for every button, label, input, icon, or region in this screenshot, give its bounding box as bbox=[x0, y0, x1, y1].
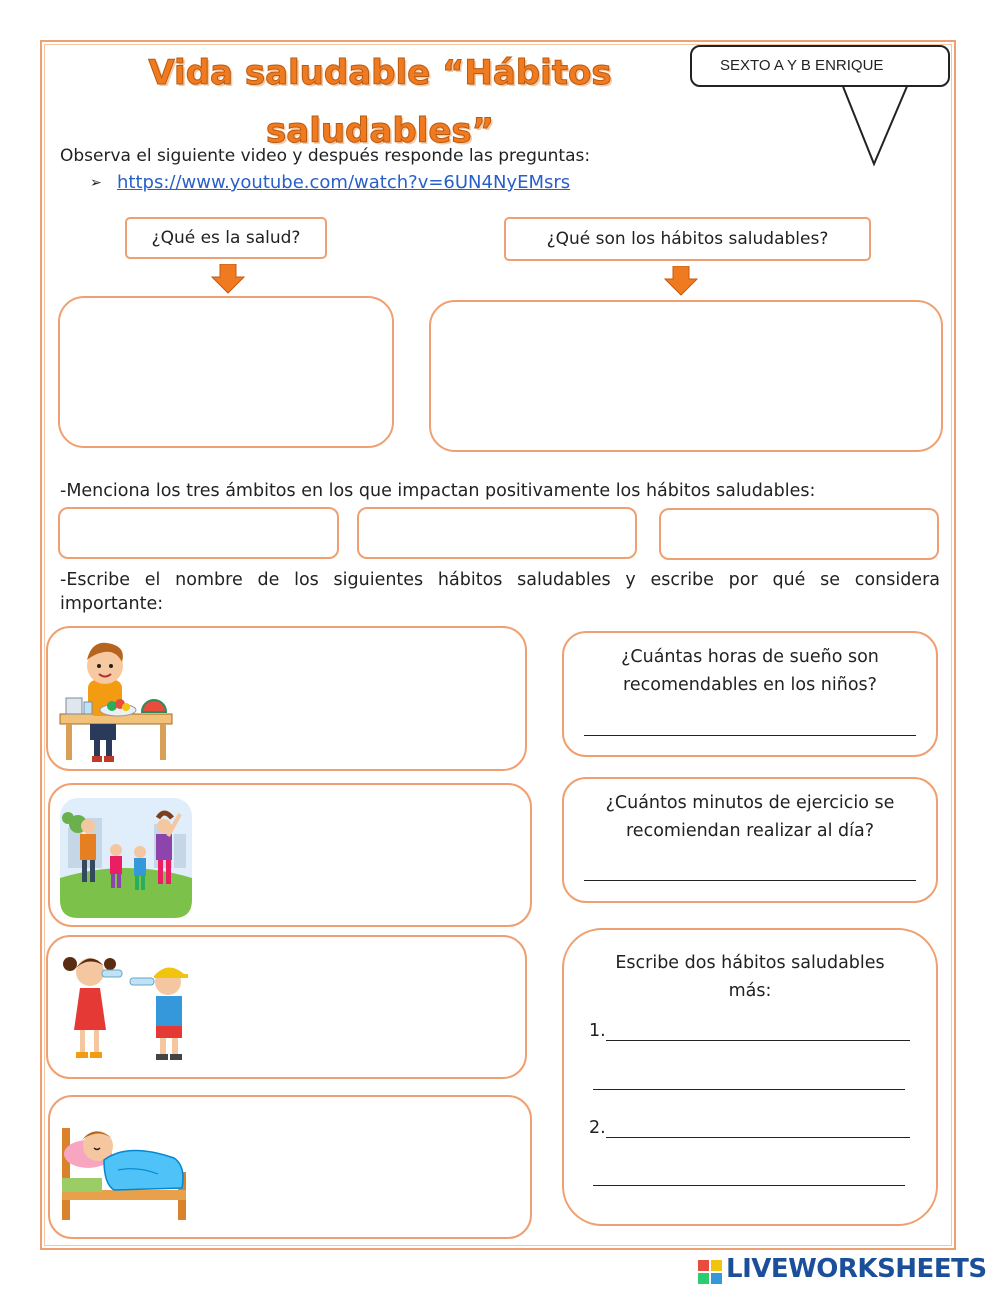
question-habitos-label: ¿Qué son los hábitos saludables? bbox=[546, 229, 829, 249]
habitos-prompt-line-1: -Escribe el nombre de los siguientes hábitos saludables y escribe por qué se considera bbox=[60, 570, 940, 590]
family-exercise-icon bbox=[60, 798, 192, 918]
answer-box-habitos[interactable] bbox=[429, 300, 943, 452]
child-eating-icon bbox=[56, 632, 176, 764]
video-link[interactable]: https://www.youtube.com/watch?v=6UN4NyEMsrs bbox=[117, 172, 571, 193]
habitos-prompt-line-2: importante: bbox=[60, 594, 164, 614]
title-line-2: saludables” bbox=[266, 111, 494, 151]
ambito-answer-2[interactable] bbox=[357, 507, 637, 559]
sleep-question-line-1: ¿Cuántas horas de sueño son bbox=[621, 647, 879, 667]
bullet-arrow-icon: ➢ bbox=[90, 175, 102, 191]
sleep-question bbox=[562, 643, 938, 699]
habit-answer-line-1[interactable] bbox=[606, 1040, 910, 1041]
question-salud-label: ¿Qué es la salud? bbox=[151, 228, 301, 248]
question-salud bbox=[125, 217, 327, 259]
instructions: Observa el siguiente video y después responde las preguntas: bbox=[60, 146, 591, 166]
exercise-question-line-1: ¿Cuántos minutos de ejercicio se bbox=[605, 793, 895, 813]
title-line-1: Vida saludable “Hábitos bbox=[148, 53, 612, 93]
class-callout bbox=[690, 45, 950, 87]
liveworksheets-blocks-icon bbox=[698, 1260, 722, 1284]
habit-answer-line-1b[interactable] bbox=[593, 1089, 905, 1090]
more-habits-line-2: más: bbox=[728, 981, 772, 1001]
exercise-question bbox=[562, 789, 938, 845]
exercise-answer-line[interactable] bbox=[584, 880, 916, 881]
more-habits-line-1: Escribe dos hábitos saludables bbox=[615, 953, 885, 973]
question-habitos bbox=[504, 217, 871, 261]
children-drinking-water-icon bbox=[56, 950, 192, 1066]
habit-number-1: 1. bbox=[589, 1021, 606, 1041]
arrow-down-icon bbox=[211, 264, 245, 294]
more-habits-question bbox=[562, 949, 938, 1005]
sleep-question-line-2: recomendables en los niños? bbox=[623, 675, 877, 695]
liveworksheets-logo bbox=[696, 1254, 996, 1288]
ambitos-prompt: -Menciona los tres ámbitos en los que impactan positivamente los hábitos saludables: bbox=[60, 481, 816, 501]
habit-number-2: 2. bbox=[589, 1118, 606, 1138]
callout-text: SEXTO A Y B ENRIQUE bbox=[720, 57, 884, 74]
sleep-answer-line[interactable] bbox=[584, 735, 916, 736]
liveworksheets-brand: LIVEWORKSHEETS bbox=[726, 1254, 987, 1284]
habitos-prompt bbox=[60, 566, 940, 622]
habit-answer-line-2b[interactable] bbox=[593, 1185, 905, 1186]
ambito-answer-3[interactable] bbox=[659, 508, 939, 560]
ambito-answer-1[interactable] bbox=[58, 507, 339, 559]
callout-tail bbox=[830, 84, 920, 170]
exercise-question-line-2: recomiendan realizar al día? bbox=[626, 821, 874, 841]
answer-box-salud[interactable] bbox=[58, 296, 394, 448]
habit-answer-line-2[interactable] bbox=[606, 1137, 910, 1138]
arrow-down-icon bbox=[664, 266, 698, 296]
child-sleeping-icon bbox=[58, 1114, 190, 1222]
worksheet-title bbox=[120, 44, 640, 160]
